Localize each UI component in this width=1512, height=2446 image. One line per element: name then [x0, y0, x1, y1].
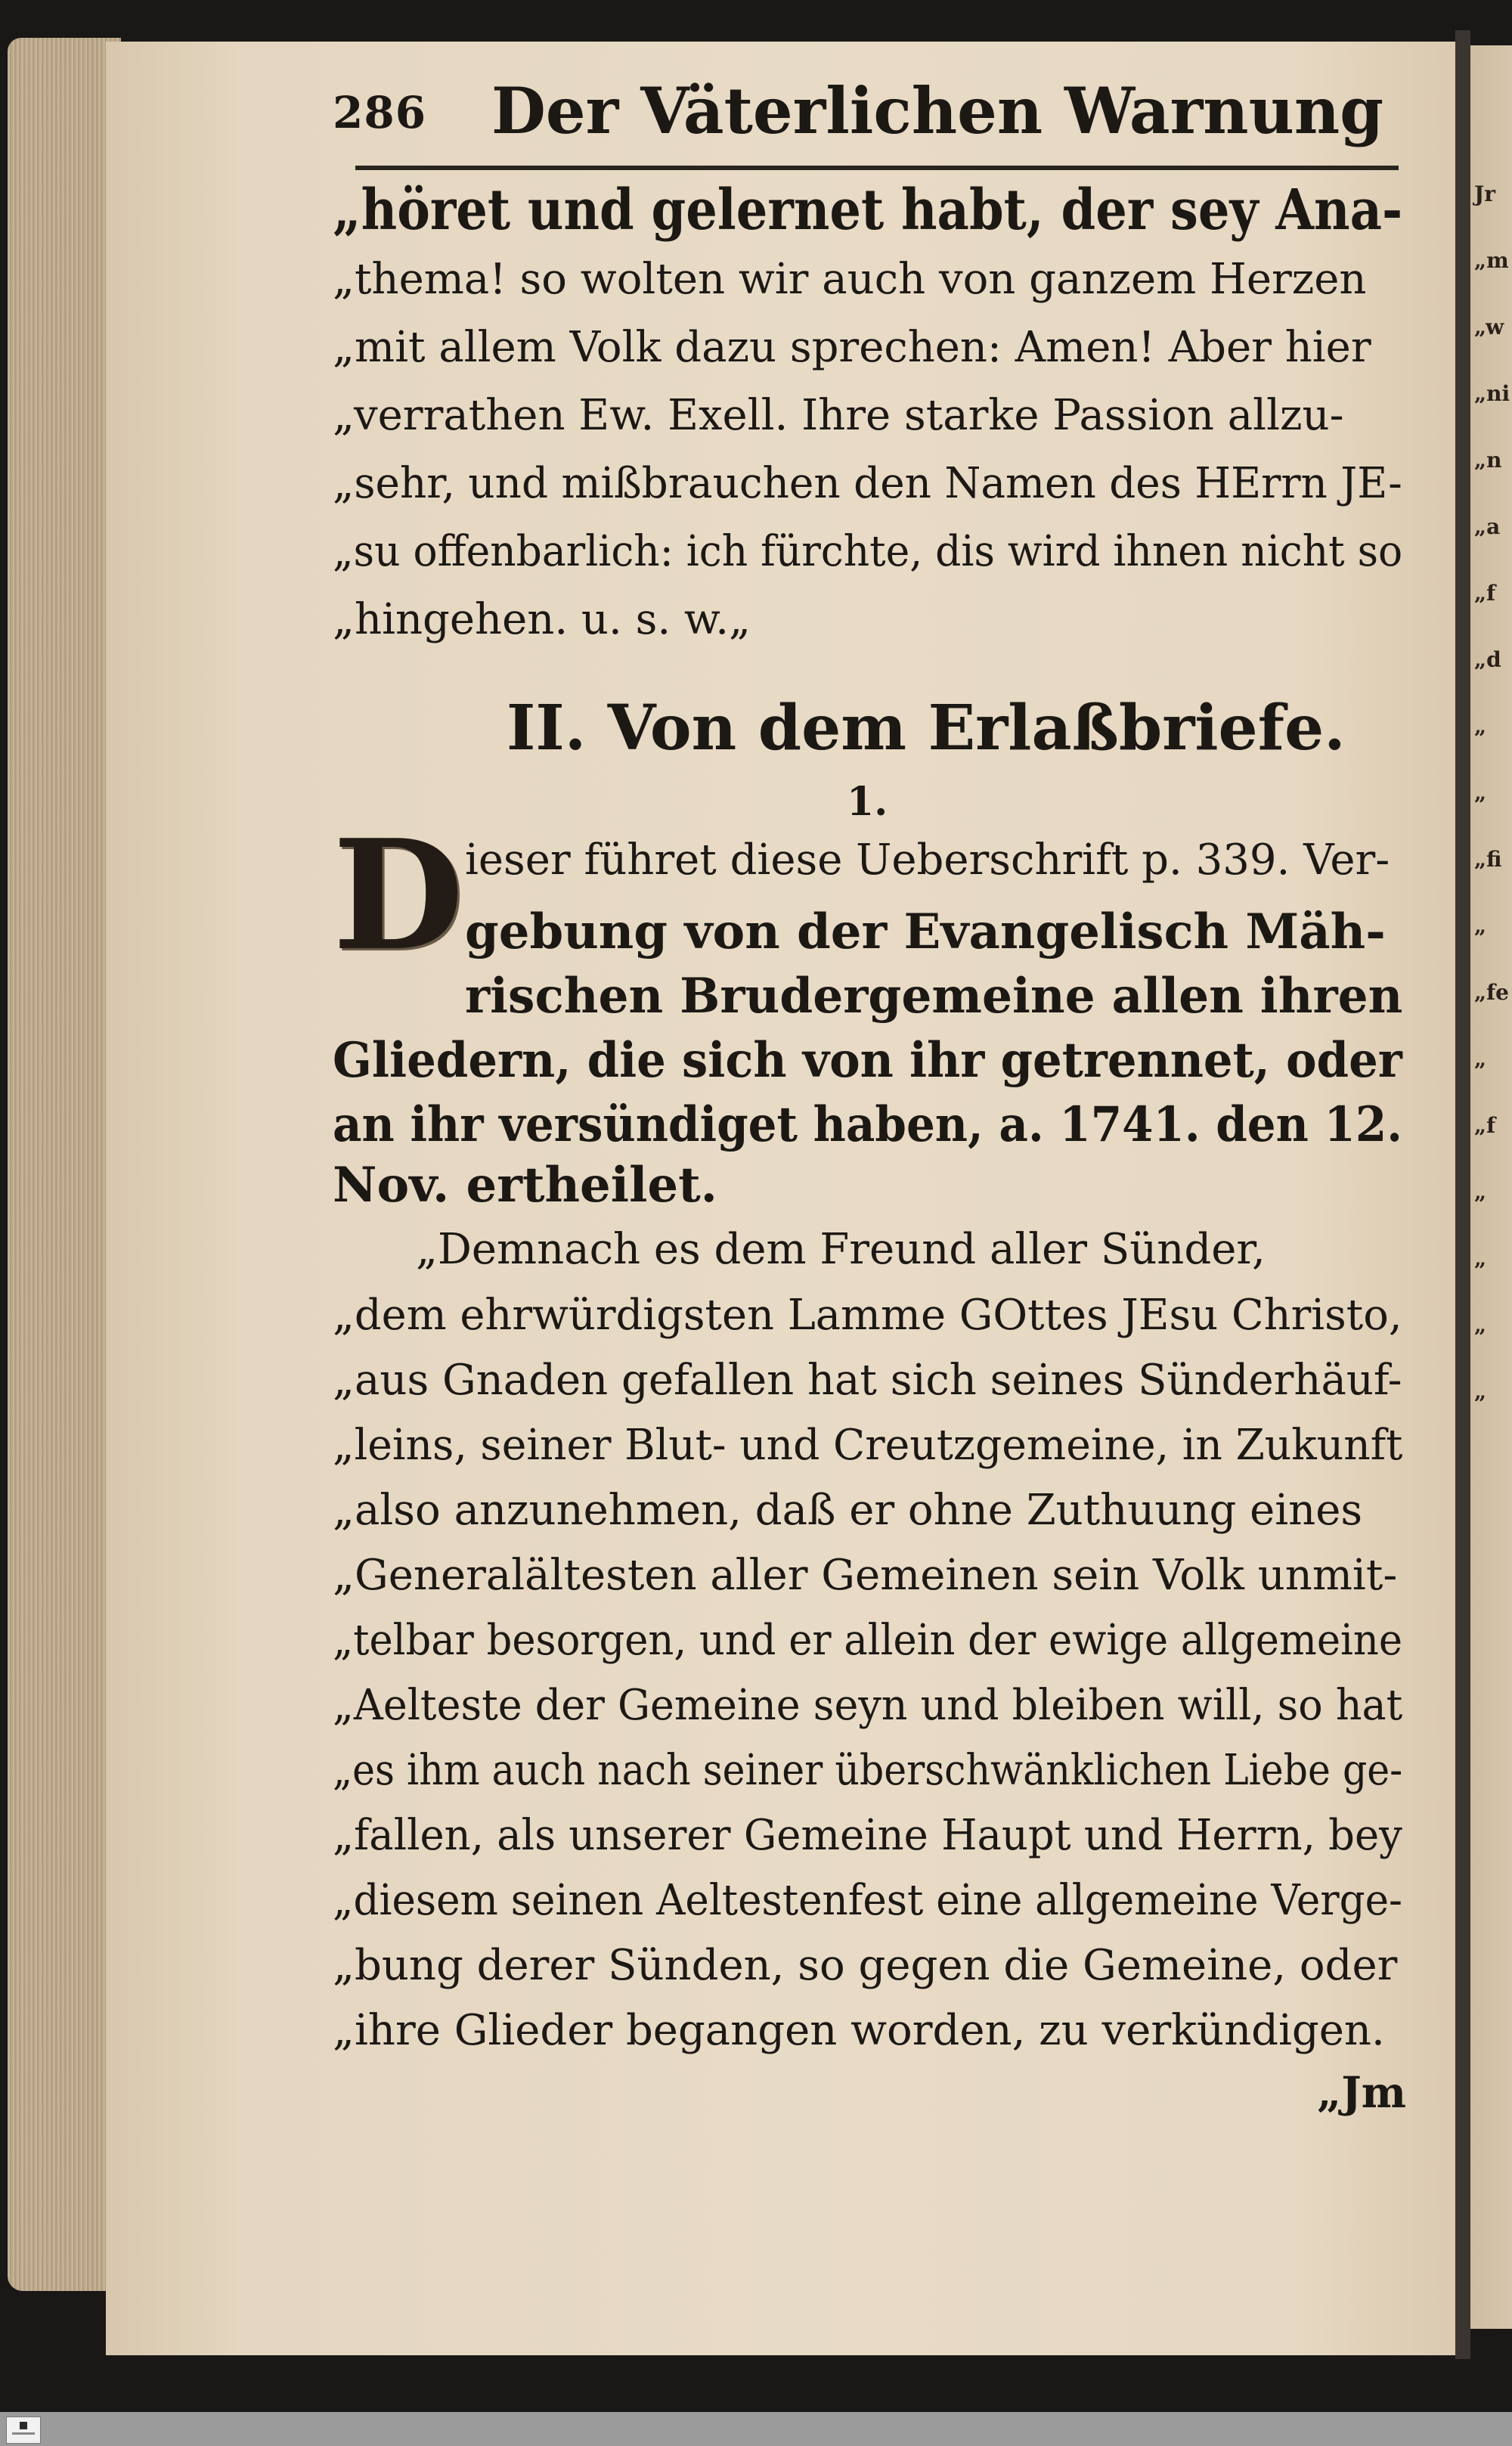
text-line: Nov. ertheilet.: [333, 1157, 717, 1214]
facing-page-fragment: „n: [1474, 448, 1502, 473]
facing-page-fragment: „: [1474, 1246, 1487, 1271]
text-line: „mit allem Volk dazu sprechen: Amen! Aber hier: [333, 323, 1371, 372]
book-gutter: [1455, 30, 1470, 2359]
text-line: „es ihm auch nach seiner überschwänklichen Liebe ge-: [333, 1746, 1403, 1795]
facing-page-fragment: „: [1474, 1313, 1487, 1338]
facing-page-fragment: „: [1474, 913, 1487, 938]
facing-page-fragment: „: [1474, 1046, 1487, 1071]
text-line: gebung von der Evangelisch Mäh-: [465, 904, 1386, 960]
text-line: „dem ehrwürdigsten Lamme GOttes JEsu Christo,: [333, 1291, 1402, 1340]
text-line: ieser führet diese Ueberschrift p. 339. Ver-: [465, 835, 1390, 885]
text-line: „höret und gelernet habt, der sey Ana-: [333, 178, 1403, 243]
viewer-footer-bar: [0, 2412, 1512, 2446]
text-line: rischen Brudergemeine allen ihren: [465, 968, 1403, 1025]
facing-page-fragment: „: [1474, 714, 1487, 739]
facing-page-fragment: „fi: [1474, 847, 1502, 872]
facing-page-fragment: „d: [1474, 647, 1501, 672]
page-header: [333, 72, 1391, 163]
text-line: „aus Gnaden gefallen hat sich seines Sünderhäuf-: [333, 1356, 1402, 1405]
page-block-edge: [8, 38, 121, 2291]
text-line: „thema! so wolten wir auch von ganzem Herzen: [333, 255, 1367, 304]
facing-page-fragment: „m: [1474, 248, 1509, 273]
facing-page-fragment: „fe: [1474, 980, 1509, 1005]
facing-page-fragment: „ni: [1474, 381, 1510, 406]
text-line: „telbar besorgen, und er allein der ewige allgemeine: [333, 1616, 1403, 1665]
text-line: „verrathen Ew. Exell. Ihre starke Passion allzu-: [333, 391, 1344, 440]
facing-page-fragment: „a: [1474, 514, 1501, 539]
paragraph-number: 1.: [847, 779, 888, 825]
text-line: „su offenbarlich: ich fürchte, dis wird ihnen nicht so: [333, 527, 1403, 576]
catchword: „Jm: [1317, 2068, 1406, 2118]
facing-page-fragment: „w: [1474, 315, 1504, 339]
facing-page-fragment: „: [1474, 1379, 1487, 1404]
facing-page-fragment: „f: [1474, 1113, 1496, 1138]
text-line: „Demnach es dem Freund aller Sünder,: [416, 1225, 1266, 1274]
text-line: „bung derer Sünden, so gegen die Gemeine, oder: [333, 1941, 1398, 1990]
text-line: „leins, seiner Blut- und Creutzgemeine, in Zukunft: [333, 1421, 1403, 1470]
header-rule: [355, 166, 1399, 170]
text-line: an ihr versündiget haben, a. 1741. den 12.: [333, 1096, 1402, 1153]
text-line: „sehr, und mißbrauchen den Namen des HErrn JE-: [333, 459, 1402, 508]
section-title: II. Von dem Erlaßbriefe.: [507, 692, 1346, 764]
text-line: „ihre Glieder begangen worden, zu verkündigen.: [333, 2006, 1385, 2055]
page-content: [333, 57, 1406, 2174]
text-line: „diesem seinen Aeltestenfest eine allgemeine Verge-: [333, 1876, 1402, 1925]
page-number: 286: [333, 87, 427, 138]
facing-page-fragment: „: [1474, 780, 1487, 805]
text-line: „hingehen. u. s. w.„: [333, 595, 751, 644]
text-line: „Aelteste der Gemeine seyn und bleiben will, so hat: [333, 1681, 1403, 1730]
facing-page-fragment: „f: [1474, 581, 1496, 606]
decorated-initial: D: [333, 807, 464, 984]
text-line: Gliedern, die sich von ihr getrennet, oder: [333, 1032, 1402, 1089]
text-line: „fallen, als unserer Gemeine Haupt und Herrn, bey: [333, 1811, 1402, 1860]
library-logo-icon: [6, 2417, 41, 2444]
facing-page-fragment: „: [1474, 1180, 1487, 1204]
text-line: „Generalältesten aller Gemeinen sein Volk unmit-: [333, 1551, 1398, 1600]
facing-page-fragment: Jr: [1474, 181, 1495, 206]
text-line: „also anzunehmen, daß er ohne Zuthuung eines: [333, 1486, 1363, 1535]
running-title: Der Väterlichen Warnung: [491, 73, 1384, 148]
